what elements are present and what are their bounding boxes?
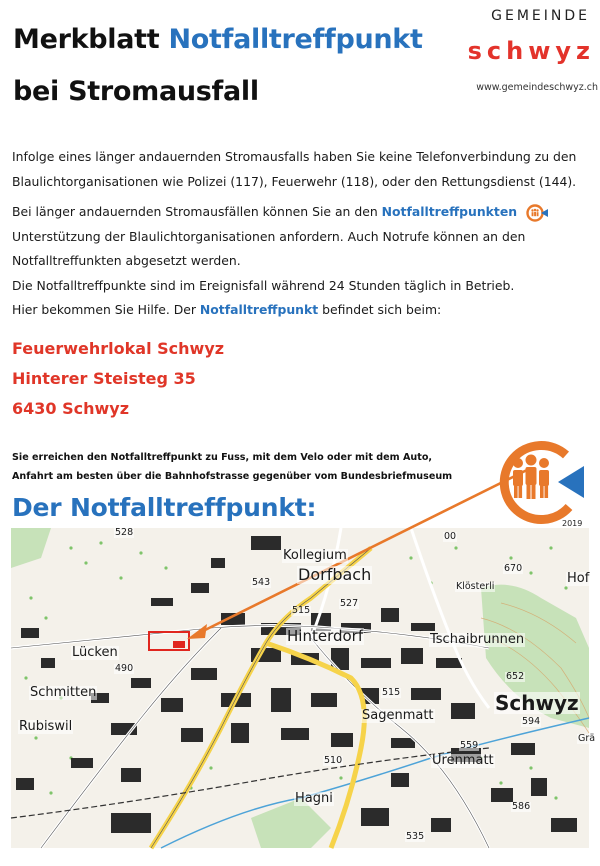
title-prefix: Merkblatt [13,24,160,55]
label-rubiswil: Rubiswil [19,719,73,734]
elevation-00: 00 [444,531,457,542]
title-line-1 [13,14,453,66]
directions-line-1: Sie erreichen den Notfalltreffpunkt zu Fuss, mit dem Velo oder mit dem Auto, [12,452,433,463]
meeting-point-building [173,641,185,648]
elevation-527: 527 [340,598,359,609]
directions-line-2: Anfahrt am besten über die Bahnhofstrasse gegenüber vom Bundesbriefmuseum [12,471,453,482]
label-schwyz: Schwyz [495,691,579,715]
intro-paragraph: Infolge eines länger andauernden Stromausfalls haben Sie keine Telefonverbindung zu den Blaulichtorganisationen wie Polizei (117), Feuerwehr (118), oder den Rettungsdienst (144). [12,149,577,189]
notfalltreffpunkt-small-icon [525,204,549,222]
info-text-b: Unterstützung der Blaulichtorganisationen anfordern. Auch Notrufe können an den Notfalltreffunkten abgesetzt werden. [12,228,526,268]
title-line-2: bei Stromausfall [13,76,259,107]
title-highlight: Notfalltreffpunkt [168,24,423,55]
logo-schwyz: schwyz [467,37,595,65]
page-title [13,14,453,118]
address-line-3: 6430 Schwyz [12,399,130,418]
label-sagenmatt: Sagenmatt [362,708,434,723]
location-map[interactable] [11,527,596,848]
info-text-e: befindet sich beim: [322,302,442,317]
elevation-535: 535 [406,831,425,842]
info-text-d: Hier bekommen Sie Hilfe. Der [12,302,196,317]
elevation-652: 652 [506,671,525,682]
elevation-594: 594 [522,716,541,727]
label-tschaibrunnen: Tschaibrunnen [430,632,525,647]
map-heading: Der Notfalltreffpunkt: [12,493,317,522]
label-kollegium: Kollegium [283,548,347,563]
label-kloesterli: Klösterli [456,581,495,592]
label-grae: Grä [578,733,596,744]
elevation-510: 510 [324,755,343,766]
address-line-1: Feuerwehrlokal Schwyz [12,339,225,358]
directions-text [12,448,482,486]
elevation-515-south: 515 [382,687,401,698]
elevation-586: 586 [512,801,531,812]
elevation-515-north: 515 [292,605,311,616]
address-line-2: Hinterer Steisteg 35 [12,369,196,388]
info-paragraph [12,200,587,323]
meeting-point-address [12,334,224,424]
label-hinterdorf: Hinterdorf [287,627,364,645]
label-schmitten: Schmitten [30,685,97,700]
elevation-559: 559 [460,740,479,751]
info-text-a: Bei länger andauernden Stromausfällen können Sie an den [12,204,378,219]
label-hof: Hof [567,571,590,586]
label-hagni: Hagni [295,791,333,806]
info-highlight-notfalltreffpunkten: Notfalltreffpunkten [381,204,518,219]
label-luecken: Lücken [72,645,118,660]
elevation-670: 670 [504,563,523,574]
elevation-528: 528 [115,527,134,538]
logo-gemeinde: GEMEINDE [491,8,590,24]
icon-year: 2019 [562,519,583,528]
info-highlight-notfalltreffpunkt: Notfalltreffpunkt [199,302,319,317]
label-dorfbach: Dorfbach [298,565,372,584]
elevation-543: 543 [252,577,271,588]
website-url[interactable]: www.gemeindeschwyz.ch [476,82,598,93]
elevation-490: 490 [115,663,134,674]
label-urenmatt: Urenmatt [432,753,494,768]
info-text-c: Die Notfalltreffpunkte sind im Ereignisfall während 24 Stunden täglich in Betrieb. [12,277,515,293]
